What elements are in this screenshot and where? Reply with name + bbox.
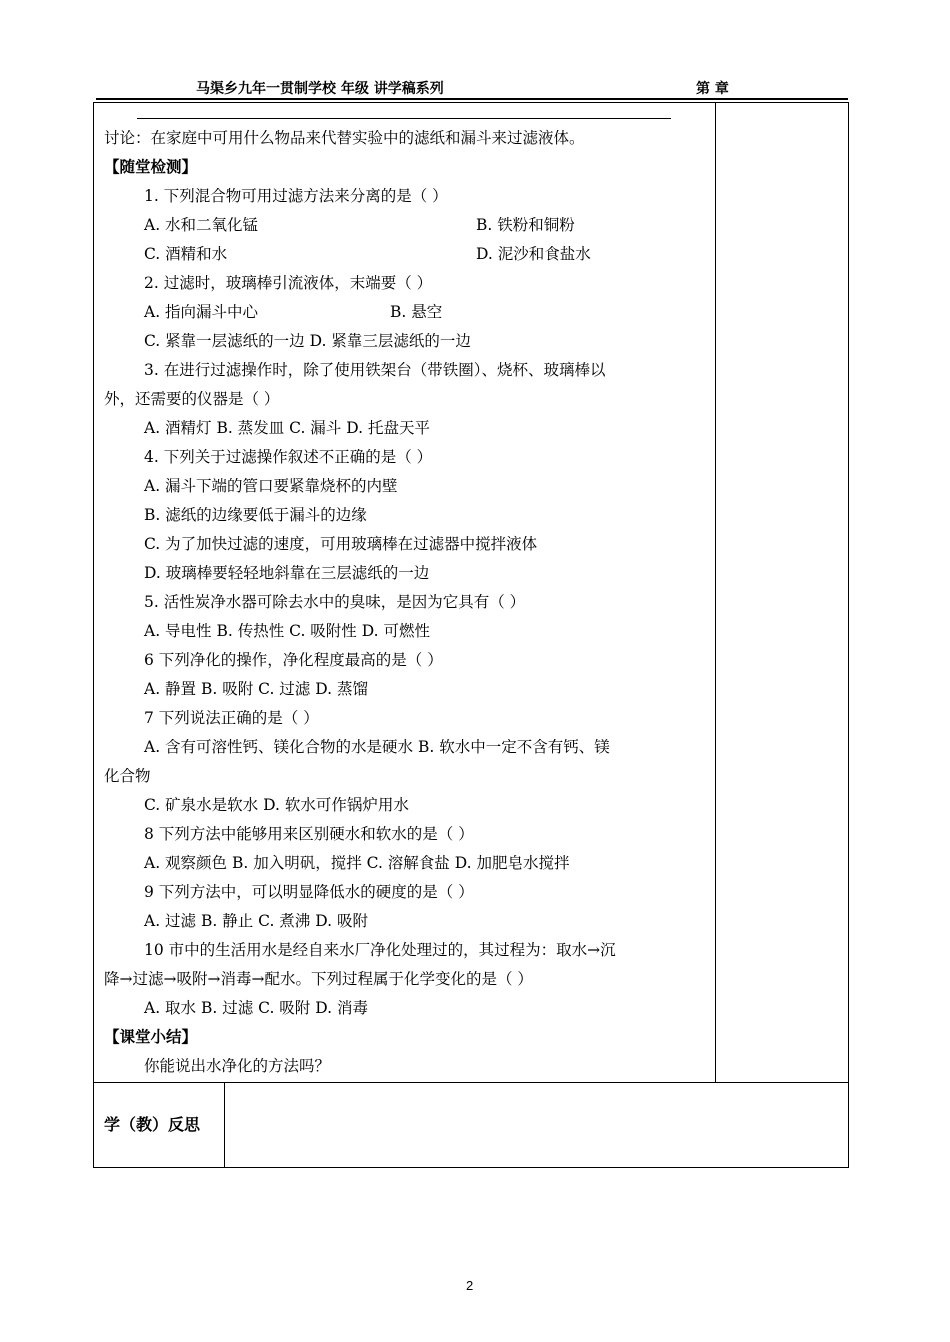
summary-heading: 【课堂小结】 — [104, 1028, 198, 1046]
question-10-line-2: 降→过滤→吸附→消毒→配水。下列过程属于化学变化的是（ ） — [104, 970, 533, 988]
option-1c: C. 酒精和水 — [144, 245, 228, 263]
question-5: 5. 活性炭净水器可除去水中的臭味，是因为它具有（ ） — [144, 593, 526, 611]
content-top-rule — [137, 118, 671, 119]
question-6-options: A. 静置 B. 吸附 C. 过滤 D. 蒸馏 — [144, 680, 368, 698]
question-9-options: A. 过滤 B. 静止 C. 煮沸 D. 吸附 — [144, 912, 368, 930]
page-number: 2 — [466, 1278, 474, 1293]
option-1a: A. 水和二氧化锰 — [144, 216, 259, 234]
question-2-options-cd: C. 紧靠一层滤纸的一边 D. 紧靠三层滤纸的一边 — [144, 332, 471, 350]
question-7: 7 下列说法正确的是（ ） — [144, 709, 319, 727]
summary-text: 你能说出水净化的方法吗？ — [144, 1057, 331, 1075]
question-5-options: A. 导电性 B. 传热性 C. 吸附性 D. 可燃性 — [144, 622, 430, 640]
question-3-options: A. 酒精灯 B. 蒸发皿 C. 漏斗 D. 托盘天平 — [144, 419, 430, 437]
lesson-content — [104, 124, 710, 1081]
question-7-options-ab-line-2: 化合物 — [104, 767, 151, 785]
question-2-options-ab — [104, 298, 710, 327]
question-8: 8 下列方法中能够用来区别硬水和软水的是（ ） — [144, 825, 474, 843]
question-1-options-ab — [104, 211, 710, 240]
header-rule — [96, 98, 848, 100]
question-9: 9 下列方法中，可以明显降低水的硬度的是（ ） — [144, 883, 474, 901]
question-7-options-cd: C. 矿泉水是软水 D. 软水可作锅炉用水 — [144, 796, 409, 814]
question-3-line-1: 3. 在进行过滤操作时，除了使用铁架台（带铁圈）、烧杯、玻璃棒以 — [144, 361, 606, 379]
option-4c: C. 为了加快过滤的速度，可用玻璃棒在过滤器中搅拌液体 — [144, 535, 538, 553]
question-10-options: A. 取水 B. 过滤 C. 吸附 D. 消毒 — [144, 999, 368, 1017]
notes-column-divider — [715, 102, 716, 1082]
page-header — [96, 78, 848, 98]
reflection-label-divider — [224, 1082, 225, 1168]
discussion-text: 讨论：在家庭中可用什么物品来代替实验中的滤纸和漏斗来过滤液体。 — [104, 129, 585, 147]
quiz-heading: 【随堂检测】 — [104, 158, 198, 176]
option-1b: B. 铁粉和铜粉 — [476, 216, 575, 234]
option-1d: D. 泥沙和食盐水 — [476, 245, 591, 263]
option-2a: A. 指向漏斗中心 — [144, 303, 259, 321]
question-3-line-2: 外，还需要的仪器是（ ） — [104, 390, 280, 408]
question-8-options: A. 观察颜色 B. 加入明矾，搅拌 C. 溶解食盐 D. 加肥皂水搅拌 — [144, 854, 570, 872]
question-7-options-ab-line-1: A. 含有可溶性钙、镁化合物的水是硬水 B. 软水中一定不含有钙、镁 — [144, 738, 610, 756]
reflection-label: 学（教）反思 — [104, 1115, 201, 1134]
option-4b: B. 滤纸的边缘要低于漏斗的边缘 — [144, 506, 367, 524]
option-2b: B. 悬空 — [390, 303, 443, 321]
question-1-options-cd — [104, 240, 710, 269]
question-10-line-1: 10 市中的生活用水是经自来水厂净化处理过的，其过程为：取水→沉 — [144, 941, 616, 959]
header-school-title: 马渠乡九年一贯制学校 年级 讲学稿系列 — [196, 81, 444, 97]
option-4d: D. 玻璃棒要轻轻地斜靠在三层滤纸的一边 — [144, 564, 430, 582]
question-6: 6 下列净化的操作，净化程度最高的是（ ） — [144, 651, 443, 669]
question-2: 2. 过滤时，玻璃棒引流液体，末端要（ ） — [144, 274, 433, 292]
header-chapter: 第 章 — [696, 81, 729, 97]
question-4: 4. 下列关于过滤操作叙述不正确的是（ ） — [144, 448, 433, 466]
reflection-row-divider — [93, 1082, 849, 1083]
question-1: 1. 下列混合物可用过滤方法来分离的是（ ） — [144, 187, 448, 205]
option-4a: A. 漏斗下端的管口要紧靠烧杯的内壁 — [144, 477, 398, 495]
